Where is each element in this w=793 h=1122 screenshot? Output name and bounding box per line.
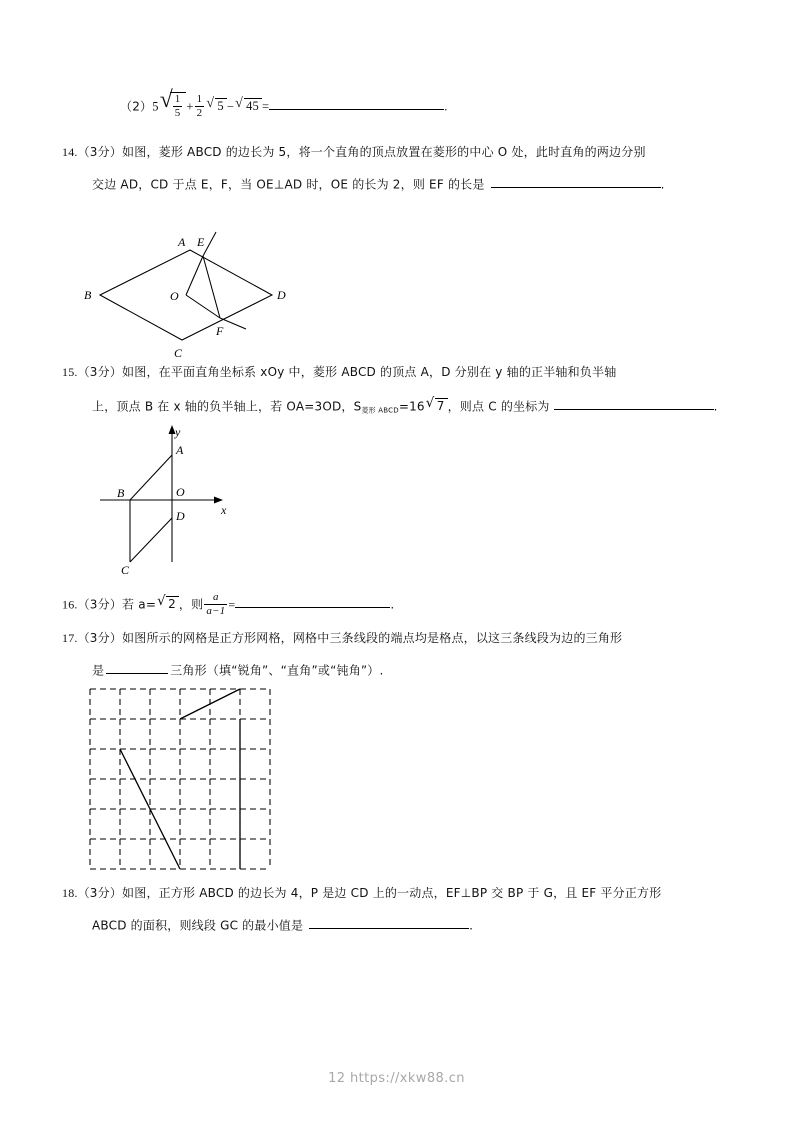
radical-forty-five: √ 45: [235, 98, 262, 113]
q17-text-line2b: 三角形（填“锐角”、“直角”或“钝角”）.: [170, 663, 384, 678]
question-16: [62, 592, 394, 617]
grid-lines: [90, 689, 270, 869]
q16-text-b: ，则: [178, 597, 204, 612]
q16-answer-blank[interactable]: [235, 596, 390, 608]
label-y-axis: y: [175, 425, 181, 439]
fraction-a-over-a-minus-1: $\frac{a}{a-1}$: [206, 591, 226, 617]
label-O: O: [170, 289, 179, 303]
fraction-one-fifth: $\frac{1}{5}$: [174, 93, 181, 119]
question-14-line1: [62, 146, 646, 159]
radical-one-fifth: [159, 87, 187, 119]
radical-sign-icon: √: [159, 87, 173, 113]
q18-number: 18.: [62, 886, 78, 900]
label-O: O: [176, 485, 185, 499]
question-18-line2: [92, 917, 473, 932]
q13b-coefficient: 5: [152, 99, 159, 114]
q17-text-line2a: 是: [92, 663, 105, 678]
figure-q17-grid: [88, 687, 280, 879]
label-B: B: [84, 288, 92, 302]
q16-period: .: [390, 597, 395, 612]
label-A: A: [176, 443, 184, 457]
label-C: C: [174, 346, 183, 360]
q14-points: （3分）: [77, 145, 123, 159]
q15-answer-blank[interactable]: [554, 398, 714, 410]
figure-q15-cartesian: [95, 422, 235, 574]
q15-text-line2b: =16: [398, 399, 425, 414]
question-18-line1: [62, 887, 661, 900]
page-footer-watermark: 12 https://xkw88.cn: [328, 1071, 465, 1086]
label-A: A: [178, 235, 186, 249]
q18-answer-blank[interactable]: [309, 917, 469, 929]
figure-q14-rhombus: [70, 228, 300, 360]
q18-text-line2a: ABCD 的面积，则线段 GC 的最小值是: [92, 918, 304, 933]
q15-text-line2a: 上，顶点 B 在 x 轴的负半轴上，若 OA=3OD，S: [92, 399, 362, 414]
q15-period: .: [713, 399, 718, 414]
q16-equals: =: [228, 597, 236, 612]
label-E: E: [197, 235, 205, 249]
label-C: C: [121, 563, 130, 574]
q17-text-line1: 如图所示的网格是正方形网格，网格中三条线段的端点均是格点，以这三条线段为边的三角形: [122, 631, 623, 645]
label-D: D: [277, 288, 286, 302]
label-x-axis: x: [221, 503, 227, 517]
radical-sign-icon: √: [157, 594, 166, 610]
q16-number: 16.: [62, 597, 78, 612]
radical-sign-icon: √: [206, 96, 215, 112]
question-15-line1: [62, 366, 616, 379]
q14-number: 14.: [62, 145, 78, 159]
q14-text-line1: 如图，菱形 ABCD 的边长为 5，将一个直角的顶点放置在菱形的中心 O 处，此时直角的两边分别: [122, 145, 646, 159]
q18-period: .: [469, 918, 474, 933]
q18-text-line1: 如图，正方形 ABCD 的边长为 4，P 是边 CD 上的一动点，EF⊥BP 交 BP 于 G，且 EF 平分正方形: [122, 886, 662, 900]
question-14-line2: [92, 176, 665, 191]
q17-number: 17.: [62, 631, 78, 645]
q13b-plus: +: [186, 99, 194, 114]
q15-text-line1: 如图，在平面直角坐标系 xOy 中，菱形 ABCD 的顶点 A，D 分别在 y 轴的正半轴和负半轴: [122, 365, 617, 379]
label-F: F: [216, 324, 224, 338]
q14-period: .: [660, 177, 665, 192]
q13b-minus: −: [226, 99, 235, 114]
question-17-line1: [62, 632, 622, 645]
label-D: D: [176, 509, 185, 523]
q16-text-a: 若 a=: [122, 597, 157, 612]
q15-text-line2c: ，则点 C 的坐标为: [447, 399, 550, 414]
q13b-equals: =: [261, 99, 270, 114]
question-17-line2: [92, 662, 384, 677]
radical-sign-icon: √: [235, 96, 243, 112]
q14-answer-blank[interactable]: [491, 176, 661, 188]
question-13-part2: [120, 87, 448, 119]
q18-points: （3分）: [77, 886, 123, 900]
q17-answer-blank[interactable]: [106, 662, 168, 674]
q17-points: （3分）: [77, 631, 123, 645]
q15-number: 15.: [62, 365, 78, 379]
radical-seven: √ 7: [426, 398, 448, 413]
q16-points: （3分）: [77, 597, 123, 612]
radical-two: √ 2: [157, 596, 179, 611]
q13b-answer-blank[interactable]: [269, 97, 444, 110]
q13b-number: （2）: [120, 99, 153, 114]
q15-points: （3分）: [77, 365, 123, 379]
question-15-line2: [92, 398, 718, 415]
label-B: B: [117, 486, 125, 500]
radical-sign-icon: √: [425, 396, 435, 412]
q15-subscript: 菱形 ABCD: [361, 406, 399, 415]
q13b-period: .: [444, 99, 448, 114]
fraction-one-half: $\frac{1}{2}$: [196, 93, 203, 119]
q14-text-line2: 交边 AD，CD 于点 E，F，当 OE⊥AD 时，OE 的长为 2，则 EF 的长是: [92, 177, 485, 192]
radical-five: √ 5: [206, 98, 226, 113]
